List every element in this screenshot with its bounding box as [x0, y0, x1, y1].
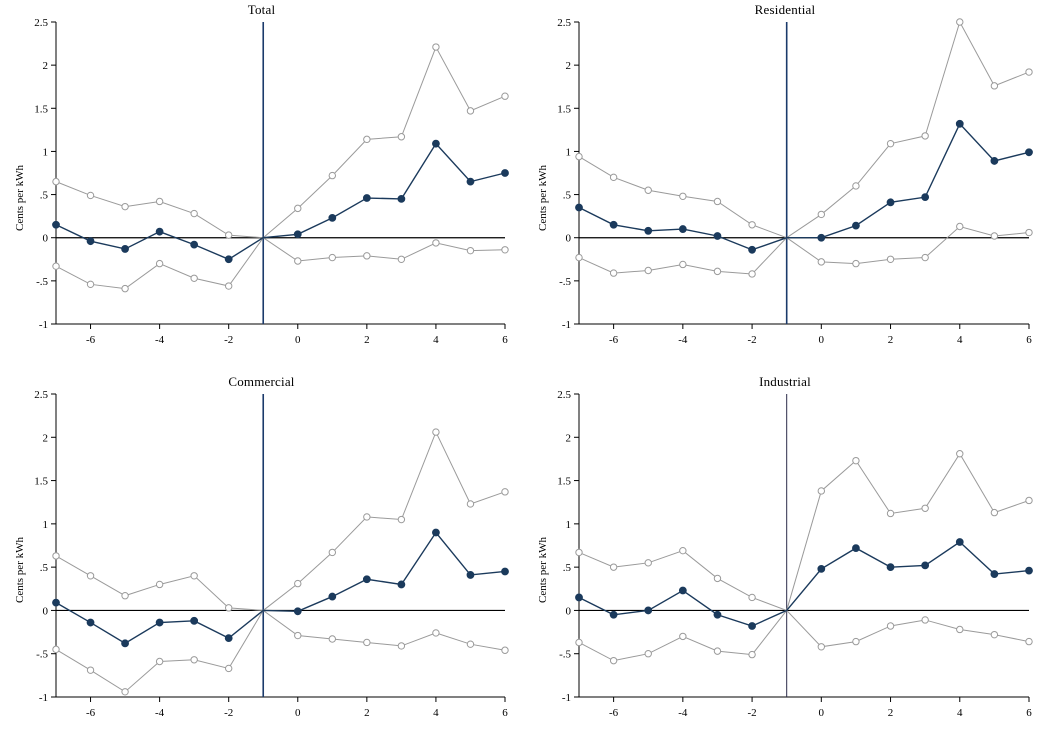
ci-marker	[398, 516, 404, 522]
ci-marker	[645, 651, 651, 657]
x-tick-label: 4	[433, 707, 439, 719]
x-tick-label: 2	[887, 334, 894, 346]
ci-marker	[645, 267, 651, 273]
ci-marker	[295, 580, 301, 586]
ci-marker	[576, 639, 582, 645]
point-estimate-marker	[329, 214, 336, 221]
x-tick-label: -2	[224, 707, 234, 719]
ci-marker	[714, 575, 720, 581]
ci-marker	[887, 256, 893, 262]
ci-marker	[122, 203, 128, 209]
point-estimate-marker	[679, 226, 686, 233]
ci-marker	[53, 178, 59, 184]
plot-area	[523, 372, 1047, 745]
ci-marker	[467, 108, 473, 114]
ci-marker	[329, 549, 335, 555]
point-estimate-marker	[398, 581, 405, 588]
x-tick-label: 0	[295, 334, 301, 346]
point-estimate-marker	[749, 623, 756, 630]
x-tick-label: -4	[155, 707, 165, 719]
point-estimate-marker	[922, 562, 929, 569]
ci-line-upper-95-ci	[579, 454, 1029, 611]
x-tick-label: 4	[957, 707, 963, 719]
y-tick-label: 2.5	[557, 389, 571, 401]
panel-title: Commercial	[228, 374, 295, 389]
ci-marker	[398, 643, 404, 649]
ci-marker	[364, 136, 370, 142]
x-tick-label: 6	[502, 707, 508, 719]
ci-marker	[853, 457, 859, 463]
point-estimate-marker	[576, 594, 583, 601]
point-estimate-marker	[433, 529, 440, 536]
ci-marker	[87, 281, 93, 287]
y-tick-label: -1	[561, 692, 571, 704]
point-estimate-marker	[576, 204, 583, 211]
ci-marker	[87, 192, 93, 198]
point-estimate-marker	[1026, 149, 1033, 156]
y-axis-label: Cents per kWh	[537, 537, 549, 604]
ci-marker	[818, 259, 824, 265]
point-estimate-marker	[991, 158, 998, 165]
ci-marker	[749, 222, 755, 228]
point-estimate-marker	[294, 608, 301, 615]
point-estimate-marker	[502, 568, 509, 575]
panel-title: Residential	[754, 2, 816, 17]
y-tick-label: -1	[561, 319, 571, 331]
point-estimate-marker	[956, 539, 963, 546]
ci-marker	[610, 657, 616, 663]
point-estimate-marker	[714, 611, 721, 618]
ci-line-lower-95-ci	[56, 610, 505, 691]
panel-title: Industrial	[759, 374, 811, 389]
ci-marker	[467, 247, 473, 253]
ci-marker	[191, 657, 197, 663]
ci-marker	[502, 647, 508, 653]
x-tick-label: 6	[1026, 707, 1032, 719]
x-tick-label: -4	[678, 707, 688, 719]
x-tick-label: 4	[433, 334, 439, 346]
point-estimate-marker	[53, 221, 60, 228]
y-tick-label: 1.5	[557, 103, 571, 116]
x-tick-label: 4	[957, 334, 963, 346]
ci-marker	[225, 605, 231, 611]
point-estimate-marker	[818, 234, 825, 241]
ci-marker	[576, 153, 582, 159]
y-tick-label: 0	[565, 605, 571, 618]
ci-marker	[922, 133, 928, 139]
ci-marker	[364, 514, 370, 520]
plot-area	[0, 0, 523, 372]
ci-marker	[991, 83, 997, 89]
point-estimate-marker	[853, 545, 860, 552]
y-tick-label: 1	[42, 146, 48, 159]
point-estimate-marker	[749, 246, 756, 253]
y-tick-label: 2	[565, 432, 571, 445]
ci-marker	[433, 44, 439, 50]
ci-marker	[467, 501, 473, 507]
y-tick-label: 2.5	[34, 17, 48, 29]
point-estimate-marker	[645, 227, 652, 234]
ci-marker	[295, 632, 301, 638]
ci-marker	[645, 187, 651, 193]
x-tick-label: -4	[678, 334, 688, 346]
point-estimate-marker	[191, 241, 198, 248]
point-estimate-marker	[887, 564, 894, 571]
x-tick-label: 2	[364, 707, 370, 719]
y-tick-label: .5	[39, 189, 48, 202]
point-estimate-line	[56, 533, 505, 644]
ci-line-upper-95-ci	[579, 22, 1029, 238]
ci-marker	[87, 573, 93, 579]
y-axis-label: Cents per kWh	[537, 164, 549, 231]
ci-marker	[433, 240, 439, 246]
ci-marker	[957, 19, 963, 25]
x-tick-label: -6	[609, 334, 619, 346]
ci-marker	[610, 270, 616, 276]
ci-marker	[991, 631, 997, 637]
ci-marker	[887, 623, 893, 629]
ci-marker	[156, 198, 162, 204]
ci-marker	[225, 665, 231, 671]
ci-marker	[122, 285, 128, 291]
point-estimate-marker	[922, 194, 929, 201]
ci-marker	[502, 489, 508, 495]
ci-marker	[502, 93, 508, 99]
ci-marker	[853, 183, 859, 189]
plot-area	[523, 0, 1047, 372]
point-estimate-marker	[1026, 567, 1033, 574]
chart-panel-residential	[523, 0, 1047, 372]
ci-marker	[749, 651, 755, 657]
ci-marker	[1026, 497, 1032, 503]
x-tick-label: 0	[818, 707, 825, 719]
y-tick-label: .5	[39, 562, 48, 575]
ci-marker	[329, 254, 335, 260]
ci-marker	[610, 564, 616, 570]
ci-marker	[749, 271, 755, 277]
point-estimate-marker	[467, 572, 474, 579]
y-axis-label: Cents per kWh	[14, 537, 26, 604]
y-tick-label: -.5	[559, 648, 571, 661]
point-estimate-marker	[956, 120, 963, 127]
ci-marker	[714, 198, 720, 204]
ci-marker	[53, 553, 59, 559]
y-tick-label: .5	[562, 189, 571, 202]
ci-marker	[191, 275, 197, 281]
ci-marker	[191, 210, 197, 216]
y-tick-label: 1.5	[34, 475, 48, 488]
x-tick-label: -2	[747, 334, 757, 346]
ci-marker	[853, 638, 859, 644]
x-tick-label: 6	[502, 334, 508, 346]
ci-line-upper-95-ci	[56, 432, 505, 610]
ci-marker	[295, 258, 301, 264]
ci-marker	[645, 560, 651, 566]
chart-panel-industrial	[523, 372, 1047, 745]
x-tick-label: 2	[887, 707, 894, 719]
ci-marker	[576, 549, 582, 555]
y-tick-label: 2	[42, 432, 48, 445]
ci-marker	[502, 247, 508, 253]
point-estimate-marker	[818, 565, 825, 572]
ci-marker	[853, 260, 859, 266]
y-tick-label: -.5	[559, 275, 571, 288]
panel-title: Total	[247, 2, 276, 17]
ci-marker	[887, 510, 893, 516]
point-estimate-marker	[87, 619, 94, 626]
ci-marker	[364, 253, 370, 259]
ci-marker	[922, 505, 928, 511]
ci-marker	[680, 193, 686, 199]
y-tick-label: 1.5	[34, 103, 48, 116]
x-tick-label: -6	[85, 707, 96, 719]
y-tick-label: 2	[565, 60, 571, 73]
y-tick-label: 0	[42, 232, 48, 245]
ci-marker	[680, 261, 686, 267]
y-tick-label: 1.5	[557, 475, 571, 488]
point-estimate-marker	[294, 231, 301, 238]
ci-marker	[467, 641, 473, 647]
y-tick-label: 2	[42, 60, 48, 73]
ci-marker	[53, 263, 59, 269]
point-estimate-marker	[679, 587, 686, 594]
x-tick-label: -4	[155, 334, 165, 346]
ci-marker	[122, 689, 128, 695]
ci-marker	[329, 172, 335, 178]
ci-marker	[610, 174, 616, 180]
ci-marker	[156, 581, 162, 587]
point-estimate-marker	[610, 611, 617, 618]
y-tick-label: 1	[565, 518, 571, 531]
ci-marker	[122, 593, 128, 599]
y-tick-label: -1	[38, 319, 48, 331]
ci-marker	[295, 205, 301, 211]
ci-marker	[991, 509, 997, 515]
y-tick-label: -.5	[36, 275, 48, 288]
point-estimate-marker	[87, 238, 94, 245]
point-estimate-marker	[991, 571, 998, 578]
x-tick-label: 2	[364, 334, 370, 346]
ci-marker	[922, 617, 928, 623]
y-tick-label: -.5	[36, 648, 48, 661]
ci-marker	[1026, 69, 1032, 75]
ci-marker	[156, 260, 162, 266]
point-estimate-marker	[225, 256, 232, 263]
ci-marker	[225, 283, 231, 289]
point-estimate-marker	[502, 170, 509, 177]
ci-marker	[680, 633, 686, 639]
ci-marker	[957, 626, 963, 632]
ci-marker	[87, 667, 93, 673]
ci-marker	[957, 223, 963, 229]
point-estimate-marker	[122, 640, 129, 647]
point-estimate-marker	[714, 233, 721, 240]
y-tick-label: 0	[42, 605, 48, 618]
x-tick-label: -6	[85, 334, 96, 346]
point-estimate-marker	[329, 593, 336, 600]
y-tick-label: 2.5	[557, 17, 571, 29]
chart-panel-total	[0, 0, 523, 372]
ci-marker	[818, 488, 824, 494]
point-estimate-marker	[363, 195, 370, 202]
y-tick-label: -1	[38, 692, 48, 704]
point-estimate-marker	[225, 635, 232, 642]
y-tick-label: 1	[42, 518, 48, 531]
point-estimate-marker	[610, 221, 617, 228]
point-estimate-marker	[363, 576, 370, 583]
ci-marker	[398, 256, 404, 262]
x-tick-label: 6	[1026, 334, 1032, 346]
ci-marker	[818, 644, 824, 650]
ci-marker	[957, 451, 963, 457]
ci-marker	[156, 658, 162, 664]
x-tick-label: -6	[609, 707, 619, 719]
point-estimate-marker	[191, 617, 198, 624]
ci-marker	[433, 630, 439, 636]
ci-marker	[225, 232, 231, 238]
point-estimate-marker	[433, 140, 440, 147]
ci-marker	[191, 573, 197, 579]
plot-area	[0, 372, 523, 745]
y-axis-label: Cents per kWh	[14, 164, 26, 231]
x-tick-label: -2	[747, 707, 757, 719]
ci-marker	[714, 648, 720, 654]
ci-marker	[887, 140, 893, 146]
point-estimate-marker	[887, 199, 894, 206]
ci-marker	[1026, 638, 1032, 644]
ci-marker	[680, 547, 686, 553]
point-estimate-marker	[398, 195, 405, 202]
point-estimate-marker	[645, 607, 652, 614]
point-estimate-marker	[467, 178, 474, 185]
ci-marker	[922, 254, 928, 260]
ci-marker	[1026, 229, 1032, 235]
x-tick-label: 0	[818, 334, 825, 346]
x-tick-label: 0	[295, 707, 301, 719]
y-tick-label: 1	[565, 146, 571, 159]
y-tick-label: 0	[565, 232, 571, 245]
y-tick-label: .5	[562, 562, 571, 575]
ci-marker	[818, 211, 824, 217]
ci-marker	[364, 639, 370, 645]
x-tick-label: -2	[224, 334, 234, 346]
point-estimate-marker	[122, 246, 129, 253]
point-estimate-marker	[853, 222, 860, 229]
point-estimate-marker	[156, 619, 163, 626]
ci-marker	[991, 233, 997, 239]
ci-marker	[749, 594, 755, 600]
y-tick-label: 2.5	[34, 389, 48, 401]
ci-marker	[398, 134, 404, 140]
ci-marker	[714, 268, 720, 274]
ci-marker	[576, 254, 582, 260]
point-estimate-marker	[156, 228, 163, 235]
point-estimate-marker	[53, 599, 60, 606]
ci-marker	[329, 636, 335, 642]
ci-marker	[433, 429, 439, 435]
ci-marker	[53, 646, 59, 652]
chart-panel-commercial	[0, 372, 523, 745]
